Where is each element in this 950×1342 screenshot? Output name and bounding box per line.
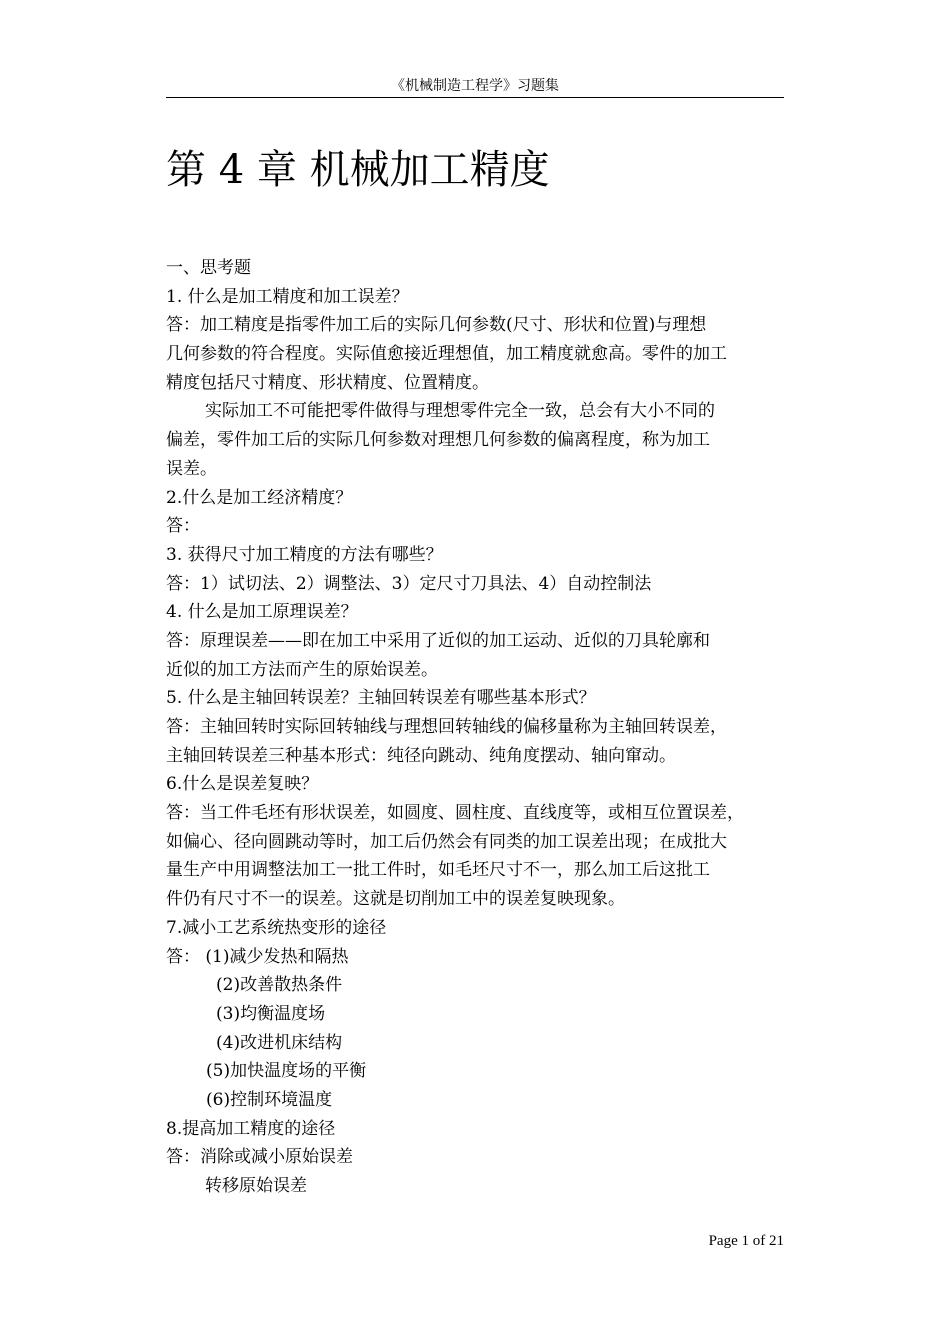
answer-7-item-4: (4)改进机床结构 xyxy=(216,1032,343,1053)
answer-6-line-2: 如偏心、径向圆跳动等时，加工后仍然会有同类的加工误差出现；在成批大 xyxy=(166,831,727,852)
question-1: 1. 什么是加工精度和加工误差？ xyxy=(166,286,409,307)
answer-1-line-3: 精度包括尺寸精度、形状精度、位置精度。 xyxy=(166,372,489,393)
answer-6-line-4: 件仍有尺寸不一的误差。这就是切削加工中的误差复映现象。 xyxy=(166,889,625,910)
answer-4-line-2: 近似的加工方法而产生的原始误差。 xyxy=(166,659,438,680)
page-number: Page 1 of 21 xyxy=(708,1233,784,1249)
answer-4-line-1: 答：原理误差——即在加工中采用了近似的加工运动、近似的刀具轮廓和 xyxy=(166,630,710,651)
answer-5-line-1: 答：主轴回转时实际回转轴线与理想回转轴线的偏移量称为主轴回转误差， xyxy=(166,717,727,737)
question-4: 4. 什么是加工原理误差？ xyxy=(166,602,358,623)
question-6: 6.什么是误差复映？ xyxy=(166,774,319,795)
answer-2: 答： xyxy=(166,516,200,537)
answer-7-item-1: 答： (1)减少发热和隔热 xyxy=(166,946,349,967)
answer-7-item-5: (5)加快温度场的平衡 xyxy=(206,1061,367,1082)
question-5: 5. 什么是主轴回转误差？主轴回转误差有哪些基本形式？ xyxy=(166,688,596,709)
answer-7-item-2: (2)改善散热条件 xyxy=(216,975,343,996)
question-2: 2.什么是加工经济精度？ xyxy=(166,487,353,508)
chapter-title: 第 4 章 机械加工精度 xyxy=(166,147,550,193)
answer-5-line-2: 主轴回转误差三种基本形式：纯径向跳动、纯角度摆动、轴向窜动。 xyxy=(166,745,676,766)
answer-1-paragraph-2-line-2: 偏差，零件加工后的实际几何参数对理想几何参数的偏离程度，称为加工 xyxy=(166,430,710,451)
question-7: 7.减小工艺系统热变形的途径 xyxy=(166,917,387,938)
answer-1-line-1: 答：加工精度是指零件加工后的实际几何参数(尺寸、形状和位置)与理想 xyxy=(166,315,707,336)
answer-8-line-1: 答：消除或减小原始误差 xyxy=(166,1147,353,1168)
answer-6-line-3: 量生产中用调整法加工一批工件时，如毛坯尺寸不一，那么加工后这批工 xyxy=(166,860,710,881)
answer-7-item-6: (6)控制环境温度 xyxy=(206,1089,333,1110)
question-8: 8.提高加工精度的途径 xyxy=(166,1118,336,1139)
question-3: 3. 获得尺寸加工精度的方法有哪些？ xyxy=(166,544,443,565)
answer-3: 答：1）试切法、2）调整法、3）定尺寸刀具法、4）自动控制法 xyxy=(166,573,652,594)
answer-1-paragraph-2-line-3: 误差。 xyxy=(166,458,217,479)
page-header: 《机械制造工程学》习题集 xyxy=(391,78,559,94)
answer-8-line-2: 转移原始误差 xyxy=(205,1176,307,1196)
section-heading: 一、思考题 xyxy=(166,258,251,278)
document-body xyxy=(166,254,788,1201)
answer-6-line-1: 答：当工件毛坯有形状误差，如圆度、圆柱度、直线度等，或相互位置误差， xyxy=(166,803,744,824)
answer-1-line-2: 几何参数的符合程度。实际值愈接近理想值，加工精度就愈高。零件的加工 xyxy=(166,344,727,365)
header-rule xyxy=(166,97,784,98)
answer-7-item-3: (3)均衡温度场 xyxy=(216,1003,326,1024)
answer-1-paragraph-2-line-1: 实际加工不可能把零件做得与理想零件完全一致，总会有大小不同的 xyxy=(205,401,715,422)
